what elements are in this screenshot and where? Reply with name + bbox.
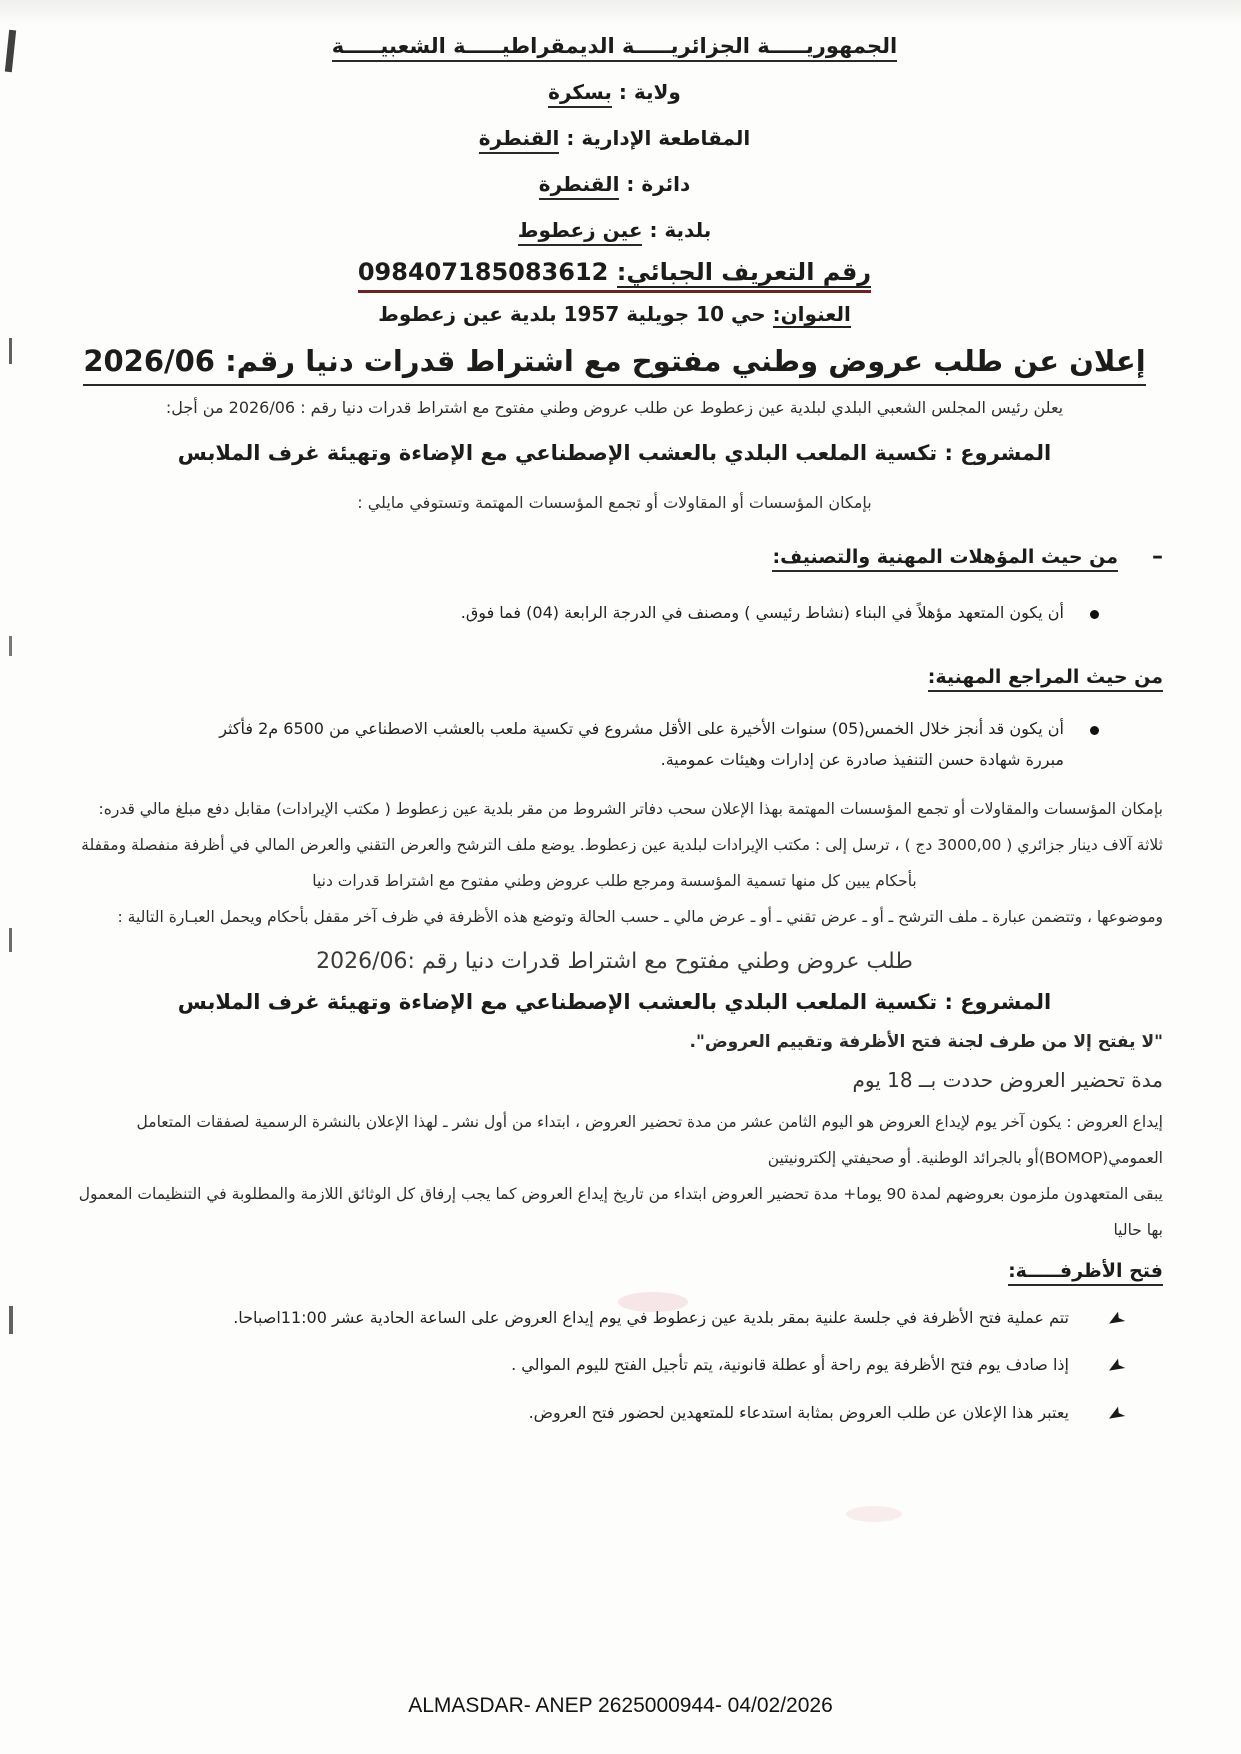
plane-bullet-icon: [1107, 1403, 1129, 1425]
opening-item-text: تتم عملية فتح الأظرفة في جلسة علنية بمقر بلدية عين زعطوط في يوم إيداع العروض على الساعة الحادية عشر 11:00اصباحا.: [233, 1308, 1069, 1328]
qualifications-heading: من حيث المؤهلات المهنية والتصنيف:: [772, 546, 1118, 572]
references-item-text: [219, 714, 1064, 775]
wilaya-value: بسكرة: [548, 80, 612, 108]
daira-value: القنطرة: [539, 172, 620, 200]
project-text: : تكسية الملعب البلدي بالعشب الإصطناعي مع الإضاءة وتهيئة غرف الملابس: [177, 990, 953, 1015]
project-text: : تكسية الملعب البلدي بالعشب الإصطناعي مع الإضاءة وتهيئة غرف الملابس: [177, 441, 953, 465]
qualifications-item-text: أن يكون المتعهد مؤهلاً في البناء (نشاط رئيسي ) ومصنف في الدرجة الرابعة (04) فما فوق.: [460, 603, 1064, 622]
commune-label: بلدية :: [649, 218, 712, 242]
tax-id-wrap: [358, 258, 871, 293]
deposit-line1: إيداع العروض : يكون آخر يوم لإيداع العروض هو اليوم الثامن عشر من مدة تحضير العروض ، ابتداء من أول نشر ـ لهذا الإعلان بالنشرة الرسمية لصفقات المتعامل: [136, 1113, 1163, 1132]
validity-line1: يبقى المتعهدون ملزمون بعروضهم لمدة 90 يوما+ مدة تحضير العروض ابتداء من تاريخ إيداع العروض كما يجب إرفاق كل الوثائق اللازمة والمطلوبة في التنظيمات المعمول: [78, 1185, 1163, 1204]
wilaya-label: ولاية :: [618, 80, 681, 104]
references-item-line2: مبررة شهادة حسن التنفيذ صادرة عن إدارات وهيئات عمومية.: [660, 749, 1064, 769]
qualifications-heading-row: [66, 546, 1163, 572]
references-item-row: [66, 714, 1163, 775]
opening-item-text: يعتبر هذا الإعلان عن طلب العروض بمثابة استدعاء للمتعهدين لحضور فتح العروض.: [528, 1402, 1069, 1422]
tax-id-line: [66, 258, 1163, 286]
plane-bullet-icon: [1107, 1308, 1129, 1330]
project-label: المشروع: [960, 441, 1052, 465]
scan-smudge: [846, 1506, 902, 1522]
daira-label: دائرة :: [626, 172, 691, 196]
withdrawal-line3: بأحكام يبين كل منها تسمية المؤسسة ومرجع طلب عروض وطني مفتوح مع اشتراط قدرات دنيا: [312, 872, 917, 891]
references-item-line1: أن يكون قد أنجز خلال الخمس(05) سنوات الأخيرة على الأقل مشروع في تكسية ملعب بالعشب الاصطناعي من 6500 م2 فأكثر: [219, 719, 1064, 739]
withdrawal-line4: وموضوعها ، وتتضمن عبارة ـ ملف الترشح ـ أو ـ عرض تقني ـ أو ـ عرض مالي ـ حسب الحالة وتوضع هذه الأظرفة في ظرف آخر مقفل بأحكام ويحمل العبـارة التالية :: [117, 908, 1163, 927]
scan-artifact: [9, 1306, 13, 1334]
withdrawal-line2: ثلاثة آلاف دينار جزائري ( 3000,00 دج ) ، ترسل إلى : مكتب الإيرادات لبلدية عين زعطوط. يوضع ملف الترشح والعرض التقني والعرض المالي في أظرفة منفصلة ومقفلة: [81, 836, 1163, 855]
admin-district-line: [66, 126, 1163, 150]
opening-heading: فتح الأظرفـــــة:: [1008, 1260, 1163, 1286]
project-label: المشروع: [960, 990, 1052, 1015]
withdrawal-paragraph: [66, 791, 1163, 935]
republic-title-text: الجمهوريـــــة الجزائريـــــة الديمقراطيـــــة الشعبيـــــة: [332, 34, 897, 62]
commune-line: [66, 218, 1163, 242]
sealed-envelope-note: "لا يفتح إلا من طرف لجنة فتح الأظرفة وتقييم العروض".: [689, 1032, 1163, 1053]
references-heading-row: [66, 666, 1163, 692]
wilaya-line: [66, 80, 1163, 104]
republic-title-line: [66, 34, 1163, 58]
qualifications-item-row: [66, 598, 1163, 628]
scan-artifact: [9, 636, 12, 656]
validity-paragraph: [66, 1176, 1163, 1248]
announcement-title-text: إعلان عن طلب عروض وطني مفتوح مع اشتراط قدرات دنيا رقم: 2026/06: [83, 344, 1145, 386]
opening-item-row: [66, 1351, 1163, 1378]
admin-district-value: القنطرة: [479, 126, 560, 154]
scan-smudge: [618, 1292, 688, 1312]
opening-item-text: إذا صادف يوم فتح الأظرفة يوم راحة أو عطلة قانونية، يتم تأجيل الفتح لليوم الموالي .: [511, 1355, 1069, 1375]
scan-artifact: [9, 928, 12, 952]
dash-bullet-icon: –: [1152, 544, 1163, 569]
announcement-title: [66, 344, 1163, 378]
admin-district-label: المقاطعة الإدارية :: [566, 126, 751, 150]
withdrawal-line1: بإمكان المؤسسات والمقاولات أو تجمع المؤسسات المهتمة بهذا الإعلان سحب دفاتر الشروط من مقر بلدية عين زعطوط ( مكتب الإيرادات) مقابل دفع مبلغ مالي قدره:: [98, 800, 1163, 819]
intro-paragraph: يعلن رئيس المجلس الشعبي البلدي لبلدية عين زعطوط عن طلب عروض وطني مفتوح مع اشتراط قدرات دنيا رقم : 2026/06 من أجل:: [165, 398, 1064, 417]
commune-value: عين زعطوط: [518, 218, 643, 246]
opening-heading-row: [66, 1260, 1163, 1282]
anep-footer-line: ALMASDAR- ANEP 2625000944- 04/02/2026: [408, 1694, 833, 1717]
dot-bullet-icon: [1090, 726, 1099, 735]
project-line: [66, 441, 1163, 465]
scan-artifact: [9, 338, 12, 364]
project-line-repeat: [66, 990, 1163, 1014]
address-label: العنوان:: [772, 302, 851, 326]
opening-item-row: [66, 1399, 1163, 1426]
deposit-line2: العمومي(BOMOP)أو بالجرائد الوطنية. أو صحيفتي إلكترونيتين: [767, 1149, 1163, 1168]
scan-top-shade: [0, 0, 1241, 26]
deposit-paragraph: [66, 1104, 1163, 1176]
daira-line: [66, 172, 1163, 196]
dot-bullet-icon: [1090, 610, 1099, 619]
envelope-reference-line: طلب عروض وطني مفتوح مع اشتراط قدرات دنيا رقم :2026/06: [316, 949, 913, 975]
address-line: [66, 302, 1163, 326]
eligibility-intro: بإمكان المؤسسات أو المقاولات أو تجمع المؤسسات المهتمة وتستوفي مايلي :: [357, 493, 872, 512]
validity-line2: بها حاليا: [1113, 1221, 1163, 1240]
plane-bullet-icon: [1107, 1355, 1129, 1377]
tax-id-value: 098407185083612: [357, 258, 609, 286]
references-heading: من حيث المراجع المهنية:: [928, 666, 1163, 692]
preparation-duration-line: مدة تحضير العروض حددت بــ 18 يوم: [852, 1068, 1163, 1093]
tax-id-label: رقم التعريف الجبائي:: [616, 258, 872, 286]
address-value: حي 10 جويلية 1957 بلدية عين زعطوط: [378, 302, 766, 326]
opening-item-row: [66, 1304, 1163, 1331]
